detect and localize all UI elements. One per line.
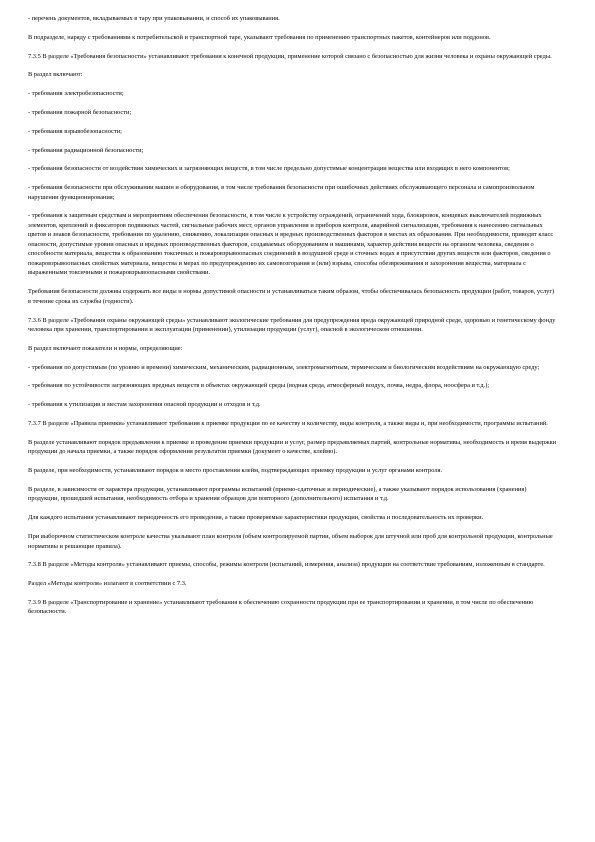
paragraph-8: - требования радиационной безопасности; bbox=[28, 146, 144, 154]
paragraph-12: Требования безопасности должны содержать все виды и нормы допустимой опасности и устанавливаться таким образом, чтобы обеспечивалась безопасность продукции (работ, товаров, услуг) в течение срока их службы (годности). bbox=[28, 288, 555, 305]
paragraph-21: В разделе, в зависимости от характера продукции, устанавливают программы испытаний (приемо-сдаточные и периодические), а также указывают порядок использования (хранения) продукции, прошедшей испытания, необходимость отбора и хранения образцов для повторного (дополнительного) испытания и т.д. bbox=[28, 485, 527, 503]
paragraph-23: При выборочном статистическом контроле качества указывают план контроля (объем контролируемой партии, объем выборок для штучной или проб для контрольной продукции, контрольные нормативы и решающие правила). bbox=[28, 533, 553, 550]
paragraph-11: - требования к защитным средствам и мероприятиям обеспечения безопасности, в том числе к устройству ограждений, ограничений хода, блокировок, концевых выключателей подвижных элементов, креплений и фиксаторов подвижных частей, сигнальные рабочих мест, органов управления и приборов контроля, аварийной сигнализации, требования к нанесению сигнальных цветов и знаков безопасности, требования по удалению, снижению, локализации опасных и вредных производственных факторов в местах их образования. При необходимости, приводят класс опасности, допустимые уровни опасных и вредных производственных факторов, создаваемых оборудованием и машинами, характер действия веществ на организм человека, сведения о способности материала, вещества к образованию токсичных и пожаровзрывоопасных соединений в воздушной среде и сточных водах в присутствии других веществ или факторов, сведения о пожаровзрывоопасных свойствах материала, вещества и мерах по предупреждению их самовозгорания и (или) взрыва, способы обезвреживания и захоронения вещества, материала с выраженными токсичными и пожаровзрывоопасными свойствами. bbox=[28, 212, 554, 277]
paragraph-13: 7.3.6 В разделе «Требования охраны окружающей среды» устанавливают экологические требования для предупреждения вреда окружающей природной среде, здоровью и генетическому фонду человека при хранении, транспортировании и эксплуатации (применении), утилизации продукции (услуг), опасной в экологическом отношении. bbox=[28, 316, 556, 334]
paragraph-18: 7.3.7 В разделе «Правила приемки» устанавливают требования к приемке продукции по ее качеству и количеству, виды контроля, а также виды и, при необходимости, программы испытаний. bbox=[28, 420, 548, 428]
paragraph-2: В подразделе, наряду с требованиями к потребительской и транспортной таре, указывают требования по применению транспортных пакетов, контейнеров или поддонов. bbox=[28, 33, 491, 41]
paragraph-3: 7.3.5 В разделе «Требования безопасности» устанавливают требования к конечной продукции, применение которой связано с безопасностью для жизни человека и охраны окружающей среды. bbox=[28, 52, 552, 60]
paragraph-1: - перечень документов, вкладываемых в тару при упаковывании, и способ их упаковывания. bbox=[28, 15, 280, 22]
paragraph-24: 7.3.8 В разделе «Методы контроля» устанавливают приемы, способы, режимы контроля (испытаний, измерения, анализа) продукции на соответствие требованиям, изложенным в стандарте. bbox=[28, 561, 545, 569]
paragraph-22: Для каждого испытания устанавливают периодичность его проведения, а также проверяемые характеристики продукции, свойства и последовательность их проверки. bbox=[28, 514, 484, 522]
paragraph-16: - требования по устойчивости загрязняющих вредных веществ в объектах окружающей среды (водная среда, атмосферный воздух, почва, недра, флора, ноосфера и т.д.); bbox=[28, 382, 490, 390]
paragraph-5: - требования электробезопасности; bbox=[28, 90, 124, 98]
paragraph-14: В раздел включают показатели и нормы, определяющие: bbox=[28, 344, 183, 352]
paragraph-19: В разделе устанавливают порядок предъявления к приемке и проведения приемки продукции и услуг, размер предъявляемых партий, контрольные нормативы, необходимость и время выдержки продукции до начала приемки, а также порядок оформления результатов приемки (документ о качестве, клеймо). bbox=[28, 438, 557, 456]
paragraph-10: - требования безопасности при обслуживании машин и оборудования, в том числе требования безопасности при ошибочных действиях обслуживающего персонала и самопроизвольном нарушении функционирования; bbox=[28, 184, 535, 201]
paragraph-20: В разделе, при необходимости, устанавливают порядок и место проставления клейм, подтверждающих приемку продукции и услуг органами контроля. bbox=[28, 467, 443, 475]
document-page bbox=[28, 14, 558, 626]
paragraph-26: 7.3.9 В разделе «Транспортирование и хранение» устанавливают требования к обеспечению сохранности продукции при ее транспортировании и хранении, в том числе по обеспечению безопасности. bbox=[28, 598, 534, 616]
paragraph-6: - требования пожарной безопасности; bbox=[28, 108, 132, 116]
paragraph-4: В раздел включают: bbox=[28, 71, 83, 79]
paragraph-15: - требования по допустимым (по уровню и времени) химическим, механическим, радиационным, электромагнитным, термическим и биологическим воздействиям на окружающую среду; bbox=[28, 363, 540, 371]
paragraph-25: Раздел «Методы контроля» излагают в соответствии с 7.3. bbox=[28, 580, 187, 588]
paragraph-9: - требования безопасности от воздействия химических и загрязняющих веществ, в том числе предельно допустимые концентрации вещества или входящих в него компонентов; bbox=[28, 165, 510, 173]
paragraph-7: - требования взрывобезопасности; bbox=[28, 127, 122, 135]
paragraph-17: - требования к утилизации и местам захоронения опасной продукции и отходов и т.д. bbox=[28, 401, 261, 409]
